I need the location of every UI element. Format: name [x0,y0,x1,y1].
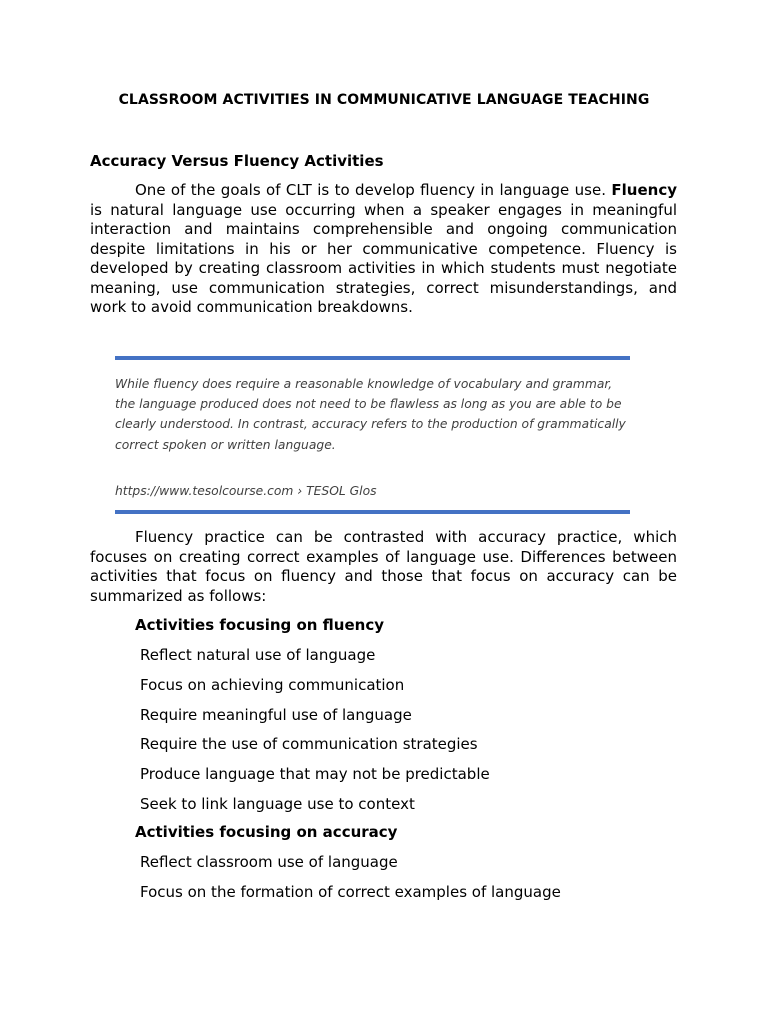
paragraph-fluency-definition [90,181,677,318]
paragraph-text-part2: is natural language use occurring when a speaker engages in meaningful interaction and maintains comprehensible and ongoing communication despite limitations in his or her communicative competence. Fluency is developed by creating classroom activities in which students must negotiate meaning, use communication strategies, correct misunderstandings, and work to avoid communication breakdowns. [90,200,677,316]
document-title: CLASSROOM ACTIVITIES IN COMMUNICATIVE LANGUAGE TEACHING [118,92,650,108]
accuracy-list-heading: Activities focusing on accuracy [135,823,398,841]
paragraph-accuracy-contrast [90,528,677,606]
quote-text: While fluency does require a reasonable knowledge of vocabulary and grammar, the language produced does not need to be flawless as long as you are able to be clearly understood. In contrast, accuracy refers to the production of grammatically correct spoken or written language. [115,377,626,452]
list-item: Require meaningful use of language [140,705,412,724]
quote-source-link: https://www.tesolcourse.com › TESOL Glos [115,484,377,498]
fluency-bold-term: Fluency [611,181,677,199]
fluency-list-heading: Activities focusing on fluency [135,616,385,634]
paragraph-text: Fluency practice can be contrasted with accuracy practice, which focuses on creating correct examples of language use. Differences between activities that focus on fluency and those that focus on accuracy can be summarized as follows: [90,528,677,605]
quote-box [115,356,630,514]
fluency-list [140,646,490,825]
list-item: Seek to link language use to context [140,794,415,813]
list-item: Produce language that may not be predictable [140,765,490,784]
list-item: Focus on the formation of correct examples of language [140,882,561,901]
list-item: Require the use of communication strategies [140,735,478,754]
paragraph-text-part1: One of the goals of CLT is to develop fluency in language use. [135,181,612,199]
section-heading: Accuracy Versus Fluency Activities [90,152,384,170]
accuracy-list [140,853,561,913]
list-item: Reflect classroom use of language [140,853,398,871]
list-item: Reflect natural use of language [140,646,376,664]
list-item: Focus on achieving communication [140,675,405,694]
